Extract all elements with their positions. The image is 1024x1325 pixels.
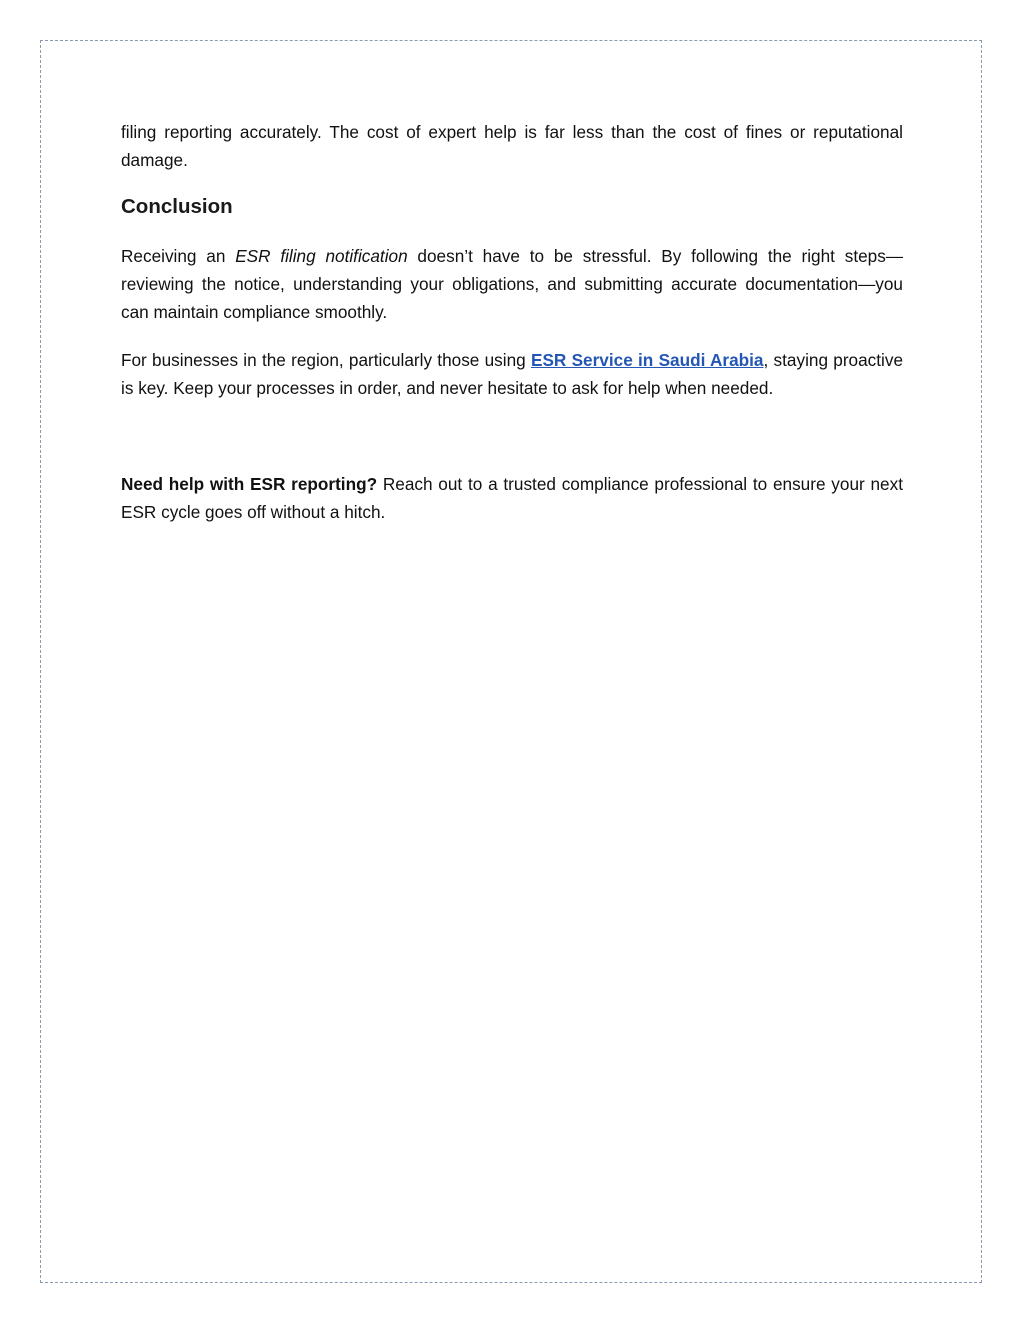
esr-filing-notification-emphasis: ESR filing notification (235, 246, 408, 266)
conclusion-text-end: doesn’t have to be stressful. By following the right steps—reviewing the notice, understanding your obligations, and submitting accurate documentation—you can maintain compliance smoothly. (121, 246, 904, 322)
saudi-text-start: For businesses in the region, particularly those using (121, 350, 531, 370)
intro-paragraph: filing reporting accurately. The cost of expert help is far less than the cost of fines or reputational damage. (121, 122, 903, 170)
call-to-action-paragraph (121, 470, 903, 526)
document-body (121, 118, 903, 526)
conclusion-paragraph (121, 242, 903, 326)
saudi-arabia-paragraph (121, 346, 903, 402)
conclusion-heading: Conclusion (121, 195, 233, 218)
conclusion-text-start: Receiving an (121, 246, 236, 266)
call-to-action-text: Reach out to a trusted compliance professional to ensure your next ESR cycle goes off without a hitch. (121, 474, 903, 522)
call-to-action-lead: Need help with ESR reporting? (121, 474, 378, 494)
esr-service-saudi-arabia-link[interactable]: ESR Service in Saudi Arabia (530, 350, 764, 370)
saudi-text-end: , staying proactive is key. Keep your processes in order, and never hesitate to ask for help when needed. (121, 350, 904, 398)
